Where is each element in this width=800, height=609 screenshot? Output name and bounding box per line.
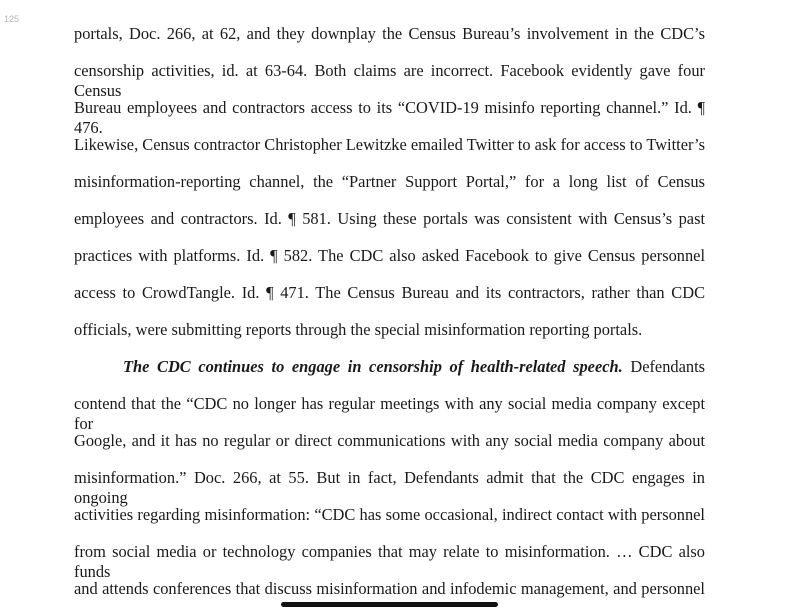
paragraph-2-line-4: misinformation.” Doc. 266, at 55. But in fact, Defendants admit that the CDC engages in ongoing [74,468,705,507]
home-indicator-bar[interactable] [281,602,498,607]
paragraph-1-line-3: Bureau employees and contractors access to its “COVID-19 misinfo reporting channel.” Id. ¶ 476. [74,98,705,137]
paragraph-2-line-7: and attends conferences that discuss misinformation and infodemic management, and personnel [74,579,705,598]
paragraph-1-line-9: officials, were submitting reports through the special misinformation reporting portals. [74,320,643,339]
paragraph-2-line-6: from social media or technology companies that may relate to misinformation. … CDC also funds [74,542,705,581]
paragraph-1-line-6: employees and contractors. Id. ¶ 581. Using these portals was consistent with Census’s past [74,209,705,228]
paragraph-1-line-1: portals, Doc. 266, at 62, and they downplay the Census Bureau’s involvement in the CDC’s [74,24,705,43]
paragraph-2-line-2: contend that the “CDC no longer has regular meetings with any social media company except for [74,394,705,433]
paragraph-2-first-line [74,357,705,377]
paragraph-1-line-5: misinformation-reporting channel, the “Partner Support Portal,” for a long list of Census [74,172,705,191]
paragraph-1-line-4: Likewise, Census contractor Christopher Lewitzke emailed Twitter to ask for access to Twitter’s [74,135,705,154]
paragraph-1-line-8: access to CrowdTangle. Id. ¶ 471. The Census Bureau and its contractors, rather than CDC [74,283,705,302]
paragraph-1-line-2: censorship activities, id. at 63-64. Both claims are incorrect. Facebook evidently gave four Census [74,61,705,100]
paragraph-1-line-7: practices with platforms. Id. ¶ 582. The CDC also asked Facebook to give Census personnel [74,246,705,265]
page-number: 125 [4,14,20,24]
paragraph-2-line-3: Google, and it has no regular or direct communications with any social media company about [74,431,705,450]
paragraph-2-line-5: activities regarding misinformation: “CDC has some occasional, indirect contact with personnel [74,505,705,524]
heading-line-rest: Defendants [630,357,705,376]
section-heading: The CDC continues to engage in censorship of health-related speech. [123,357,623,376]
